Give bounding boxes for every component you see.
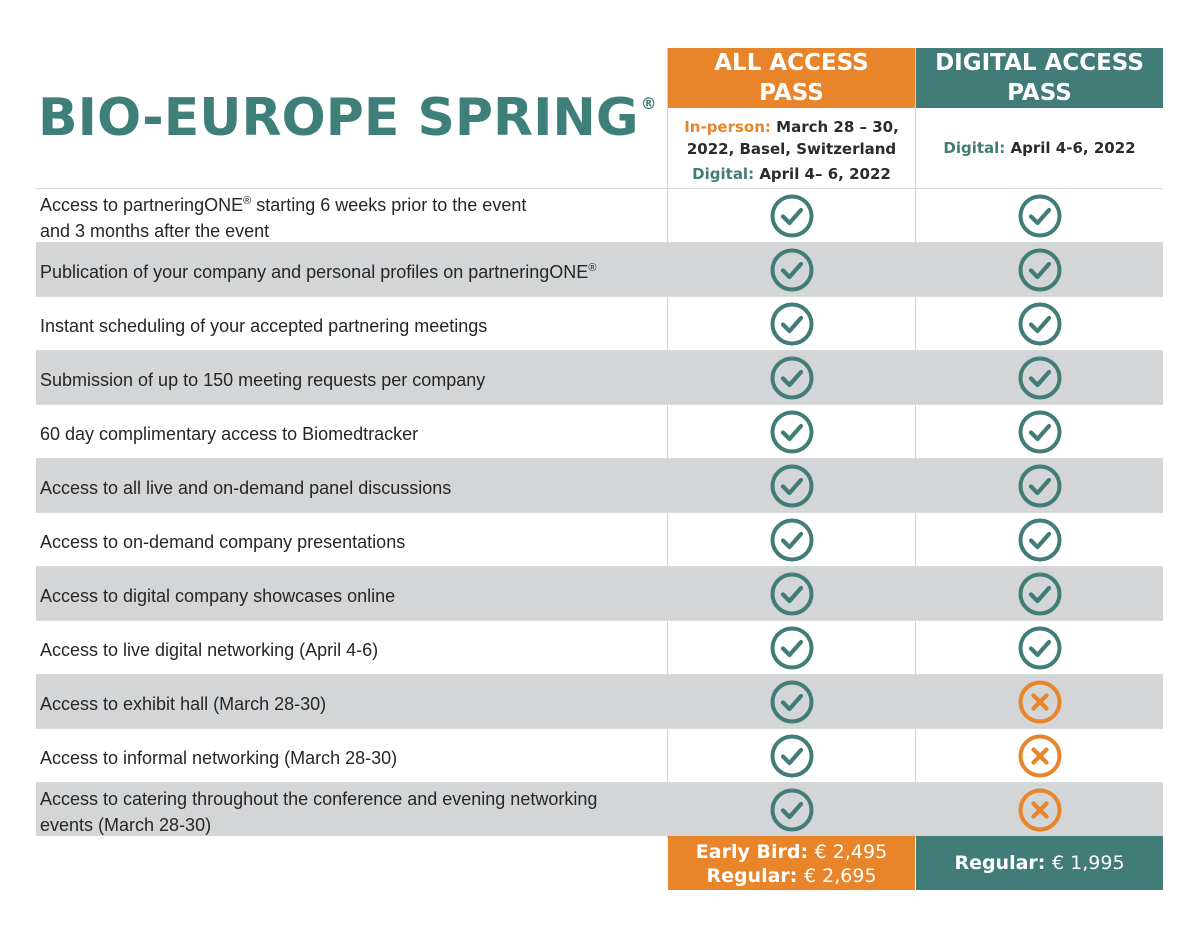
table-row bbox=[36, 404, 1163, 458]
feature-text-line1: 60 day complimentary access to Biomedtracker bbox=[40, 424, 419, 444]
digital-label: Digital: bbox=[692, 165, 755, 183]
digital-value: April 4– 6, 2022 bbox=[759, 165, 891, 183]
table-row bbox=[36, 188, 1163, 242]
digital-access-cell bbox=[916, 189, 1163, 243]
feature-label bbox=[40, 297, 660, 351]
brand-title bbox=[38, 88, 657, 148]
feature-label bbox=[40, 513, 660, 567]
digital-value: April 4-6, 2022 bbox=[1010, 139, 1136, 157]
digital-access-digital-line bbox=[943, 139, 1135, 157]
digital-access-cell bbox=[916, 621, 1163, 675]
feature-label bbox=[40, 243, 660, 297]
digital-access-dates bbox=[916, 108, 1163, 188]
feature-text-line1: Submission of up to 150 meeting requests per company bbox=[40, 370, 486, 390]
table-row bbox=[36, 242, 1163, 296]
digital-access-cell bbox=[916, 783, 1163, 837]
feature-text-line1: Access to partneringONE bbox=[40, 195, 244, 215]
feature-text bbox=[40, 741, 397, 771]
feature-text bbox=[40, 309, 487, 339]
check-circle-icon bbox=[770, 356, 814, 400]
feature-label bbox=[40, 459, 660, 513]
table-row bbox=[36, 620, 1163, 674]
check-circle-icon bbox=[1018, 572, 1062, 616]
inperson-value-2: 2022, Basel, Switzerland bbox=[686, 140, 897, 158]
x-circle-icon bbox=[1018, 680, 1062, 724]
feature-text bbox=[40, 633, 378, 663]
x-circle-icon bbox=[1018, 734, 1062, 778]
check-circle-icon bbox=[1018, 302, 1062, 346]
check-circle-icon bbox=[770, 788, 814, 832]
digital-access-cell bbox=[916, 567, 1163, 621]
all-access-inperson-line2 bbox=[668, 138, 915, 160]
feature-label bbox=[40, 675, 660, 729]
check-circle-icon bbox=[1018, 626, 1062, 670]
check-circle-icon bbox=[1018, 248, 1062, 292]
early-bird-label: Early Bird: bbox=[695, 841, 809, 863]
check-circle-icon bbox=[770, 194, 814, 238]
registered-mark: ® bbox=[243, 195, 252, 207]
all-access-title-line2: PASS bbox=[759, 80, 824, 106]
feature-text-line1: Access to digital company showcases online bbox=[40, 586, 396, 606]
feature-label bbox=[40, 783, 660, 837]
feature-text-line1: Access to all live and on-demand panel discussions bbox=[40, 478, 452, 498]
table-row bbox=[36, 782, 1163, 836]
regular-label: Regular: bbox=[706, 865, 798, 887]
table-row bbox=[36, 350, 1163, 404]
feature-text bbox=[40, 188, 526, 244]
regular-value: € 1,995 bbox=[1052, 852, 1125, 874]
feature-label bbox=[40, 189, 660, 243]
feature-text bbox=[40, 525, 405, 555]
feature-text bbox=[40, 417, 418, 447]
all-access-title-line1: ALL ACCESS bbox=[714, 50, 869, 76]
inperson-value-1: March 28 – 30, bbox=[776, 118, 899, 136]
table-row bbox=[36, 458, 1163, 512]
feature-text-line1: Instant scheduling of your accepted partnering meetings bbox=[40, 316, 488, 336]
regular-value: € 2,695 bbox=[804, 865, 877, 887]
check-circle-icon bbox=[770, 734, 814, 778]
check-circle-icon bbox=[1018, 356, 1062, 400]
table-row bbox=[36, 728, 1163, 782]
all-access-cell bbox=[668, 567, 915, 621]
feature-text-line1: Access to catering throughout the conference and evening networking bbox=[40, 789, 598, 809]
all-access-pass-header bbox=[668, 48, 915, 108]
feature-text bbox=[40, 579, 395, 609]
feature-table bbox=[36, 188, 1163, 836]
registered-mark: ® bbox=[640, 94, 657, 113]
table-row bbox=[36, 512, 1163, 566]
digital-access-title-line1: DIGITAL ACCESS bbox=[935, 50, 1144, 76]
digital-access-pass-header bbox=[916, 48, 1163, 108]
check-circle-icon bbox=[770, 248, 814, 292]
feature-text bbox=[40, 687, 326, 717]
feature-text-line1: Access to on-demand company presentations bbox=[40, 532, 406, 552]
feature-label bbox=[40, 621, 660, 675]
regular-label: Regular: bbox=[954, 852, 1046, 874]
feature-label bbox=[40, 405, 660, 459]
digital-access-cell bbox=[916, 405, 1163, 459]
check-circle-icon bbox=[770, 680, 814, 724]
feature-text-line2: and 3 months after the event bbox=[40, 221, 270, 241]
all-access-pricing bbox=[668, 836, 915, 890]
table-row bbox=[36, 674, 1163, 728]
feature-label bbox=[40, 729, 660, 783]
check-circle-icon bbox=[1018, 410, 1062, 454]
feature-text bbox=[40, 363, 485, 393]
check-circle-icon bbox=[1018, 518, 1062, 562]
all-access-cell bbox=[668, 621, 915, 675]
all-access-cell bbox=[668, 675, 915, 729]
all-access-cell bbox=[668, 351, 915, 405]
feature-text-line2: events (March 28-30) bbox=[40, 815, 212, 835]
feature-text-line1: Access to exhibit hall (March 28-30) bbox=[40, 694, 327, 714]
feature-text bbox=[40, 782, 597, 838]
all-access-cell bbox=[668, 513, 915, 567]
regular-price bbox=[668, 864, 915, 888]
all-access-cell bbox=[668, 729, 915, 783]
check-circle-icon bbox=[770, 518, 814, 562]
feature-label bbox=[40, 567, 660, 621]
x-circle-icon bbox=[1018, 788, 1062, 832]
check-circle-icon bbox=[1018, 194, 1062, 238]
check-circle-icon bbox=[770, 626, 814, 670]
digital-access-cell bbox=[916, 513, 1163, 567]
digital-access-pricing bbox=[916, 836, 1163, 890]
feature-label bbox=[40, 351, 660, 405]
all-access-cell bbox=[668, 459, 915, 513]
early-bird-value: € 2,495 bbox=[814, 841, 888, 863]
all-access-cell bbox=[668, 783, 915, 837]
feature-text-line1-tail: starting 6 weeks prior to the event bbox=[251, 195, 527, 215]
check-circle-icon bbox=[770, 572, 814, 616]
digital-label: Digital: bbox=[943, 139, 1006, 157]
inperson-label: In-person: bbox=[684, 118, 771, 136]
feature-text bbox=[40, 255, 596, 285]
check-circle-icon bbox=[770, 302, 814, 346]
feature-text bbox=[40, 471, 451, 501]
table-row bbox=[36, 296, 1163, 350]
digital-access-cell bbox=[916, 675, 1163, 729]
brand-title-text: BIO-EUROPE SPRING bbox=[38, 88, 639, 148]
all-access-cell bbox=[668, 405, 915, 459]
digital-access-title-line2: PASS bbox=[1007, 80, 1072, 106]
early-bird-price bbox=[668, 840, 915, 864]
check-circle-icon bbox=[770, 410, 814, 454]
check-circle-icon bbox=[1018, 464, 1062, 508]
feature-text-line1: Access to informal networking (March 28-30) bbox=[40, 748, 398, 768]
all-access-dates bbox=[668, 108, 915, 188]
digital-access-cell bbox=[916, 297, 1163, 351]
digital-access-cell bbox=[916, 243, 1163, 297]
feature-text-line1: Access to live digital networking (April 4-6) bbox=[40, 640, 379, 660]
digital-access-cell bbox=[916, 729, 1163, 783]
regular-price bbox=[954, 852, 1124, 874]
check-circle-icon bbox=[770, 464, 814, 508]
digital-access-cell bbox=[916, 351, 1163, 405]
all-access-inperson-line1 bbox=[668, 116, 915, 138]
table-row bbox=[36, 566, 1163, 620]
feature-text-line1: Publication of your company and personal profiles on partneringONE bbox=[40, 262, 589, 282]
all-access-cell bbox=[668, 243, 915, 297]
all-access-cell bbox=[668, 297, 915, 351]
digital-access-cell bbox=[916, 459, 1163, 513]
registered-mark: ® bbox=[588, 262, 597, 274]
all-access-cell bbox=[668, 189, 915, 243]
all-access-digital-line bbox=[668, 164, 915, 184]
